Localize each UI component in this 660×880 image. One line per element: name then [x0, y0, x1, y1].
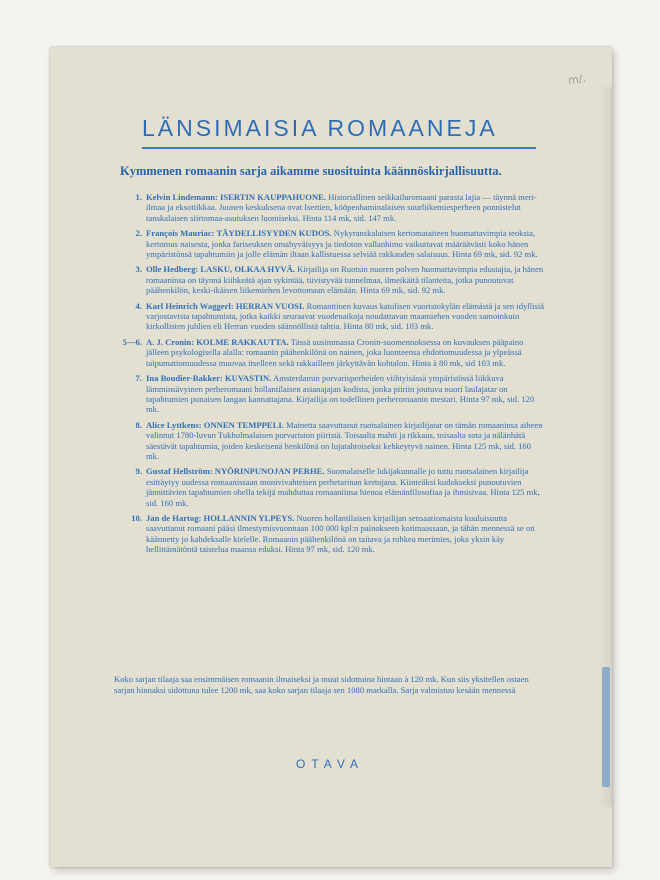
item-description: Nuoren hollantilaisen kirjailijan sensaatiomaista kuuluisuutta saavuttanut romaani pääsi ilmestymisvuonnaan 100 000 kpl:n painokseen kotimaassaan, ja tähän mennessä se on käännetty jo kahdeksalle kielelle. Romaanin päähenkilönä on taitava ja rohkea merimies, joka yksin käy hellittämätöntä taistelua maansa eduksi. Hinta 97 mk, sid. 120 mk. — [146, 512, 535, 555]
item-number: 10. — [131, 512, 142, 523]
list-item — [114, 513, 546, 555]
publisher-name: OTAVA — [295, 757, 364, 771]
list-item — [114, 420, 546, 462]
list-item — [114, 373, 546, 415]
item-heading: François Mauriac: TÄYDELLISYYDEN KUDOS. — [146, 228, 332, 239]
item-description: Mainetta saavuttanut ruotsalainen kirjailijatar on tämän romaaninsa aiheen valinnut 1780-luvun Tukholmalaisen porvariston piiristä. Toisaalta mahti ja rikkaus, toisaalta sota ja nälänhätä säestävät tapahtumia, joiden keskeisenä henkilönä on lujatahtoiseksi kehkeytyvä nainen. Hinta 125 mk, sid. 160 mk. — [146, 419, 543, 461]
list-item — [114, 192, 546, 223]
item-heading: Jan de Hartog: HOLLANNIN YLPEYS. — [146, 512, 295, 523]
item-heading: Olle Hedberg: LASKU, OLKAA HYVÄ. — [146, 264, 295, 275]
item-number: 1. — [135, 192, 142, 202]
book-list — [114, 192, 546, 560]
item-number: 5—6. — [122, 336, 142, 347]
item-heading: Karl Heinrich Waggerl: HERRAN VUOSI. — [146, 300, 305, 311]
item-description: Kirjailija on Ruotsin nuoren polven huomattavimpia edustajia, ja hänen romaaninsa on täynnä kiihkeätä ajan sykintää, tiivistyvää tunnelmaa, ilmeikäitä tilanteita, jotka punoutuvat päähenkilön, keski-ikäisen liikemiehen levottomaan elämään. Hinta 69 mk, sid. 92 mk. — [146, 264, 544, 296]
item-number: 3. — [135, 264, 142, 275]
item-number: 7. — [135, 373, 142, 384]
subscription-note: Koko sarjan tilaaja saa ensimmäisen romaanin ilmaiseksi ja muut sidottuina hintaan à 120 mk. Kun siis yksitellen ostaen sarjan hinnaksi sidottuna tulee 1200 mk, saa koko sarjan tilaaja sen 1080 markalla. Sarja valmistuu kesään mennessä — [114, 674, 529, 695]
list-item — [114, 228, 546, 259]
item-number: 4. — [135, 300, 142, 311]
item-heading: Kelvin Lindemann: ISERTIN KAUPPAHUONE. — [146, 192, 327, 202]
pencil-mark: m/. — [567, 71, 587, 88]
item-number: 8. — [135, 419, 142, 430]
title-underline — [142, 147, 536, 149]
item-number: 2. — [135, 228, 142, 239]
book-back-cover — [50, 47, 612, 867]
item-heading: Gustaf Hellström: NYÖRINPUNOJAN PERHE. — [146, 466, 325, 477]
series-title: LÄNSIMAISIA ROMAANEJA — [142, 115, 498, 141]
series-subtitle: Kymmenen romaanin sarja aikamme suosituinta käännöskirjallisuutta. — [120, 164, 502, 178]
item-heading: Alice Lyttkens: ONNEN TEMPPELI. — [146, 419, 284, 430]
item-description: Nykyranskalaisen kertomataiteen huomattavimpia teoksia, kertomus naisesta, jonka fariseuksen omahyväisyys ja tiedoton vallanhimo vaikuttavat määräävästi koko hänen ympäristönsä tapahtumiin ja jolle elämän iltaan kallistuessa selviää rakkauden salaisuus. Hinta 69 mk, sid. 92 mk. — [146, 228, 538, 260]
item-description: Tässä uusimmassa Cronin-suomennoksessa on kuvauksen pääpaino jälleen psykologisella alalla: romaanin päähenkilönä on nainen, joka luonteensa ehdottomuudessa ja ylpeässä taipumattomuudessa muovaa itselleen sekä rakkailleen järkyttävän kohtalon. Hinta à 80 mk, sid 103 mk. — [146, 336, 524, 368]
list-item — [114, 264, 546, 295]
list-item — [114, 337, 546, 368]
item-description: Romanttinen kuvaus katolisen vuoristokylän elämästä ja sen idyllisiä varjostavista tapahtumista, jotka kaikki seuraavat vuodenaikoja noudattavan maamiehen vuoden samoinkuin kirkollisten juhlien eli Herran vuoden säännöllistä tahtia. Hinta 80 mk, sid. 103 mk. — [146, 300, 545, 332]
list-item — [114, 466, 546, 508]
item-number: 9. — [135, 466, 142, 477]
item-description: Amsterdamin porvarisperheiden viihtyisässä ympäristössä liikkuva lämminsävyinen perheromaani hollantilaisen asianajajan kodista, jonka piiriin joutuva nuori laulajatar on tapahtumien punaisen langan kannattajana. Kirjailija on todellinen perheromaanin mestari. Hinta 97 mk, sid. 120 mk. — [146, 373, 535, 415]
item-heading: A. J. Cronin: KOLME RAKKAUTTA. — [146, 336, 289, 347]
item-heading: Ina Boudier-Bakker: KUVASTIN. — [146, 373, 272, 384]
item-description: Historiallinen seikkailuromaani parasta lajia — täynnä meri-ilmaa ja eksotiikkaa. Juonen keskuksena ovat Isertien, kööpenhaminalaisen suurliikemiesperheen ponnistelut tanskalaisen siirtomaa-asutuksen luomiseksi. Hinta 114 mk, sid. 147 mk. — [146, 192, 537, 223]
list-item — [114, 301, 546, 332]
item-description: Suomalaiselle lukijakunnalle jo tuttu ruotsalainen kirjailija esittäytyy uudessa romaanissaan monivivahteisen perhetarinan kertojana. Kiinteäksi kudokseksi punoutuvien jännittävien tapahtumien ohella tekijä mahduttaa romaaniinsa hienoa elämänfilosofiaa ja ihmisivaa. Hinta 125 mk, sid. 160 mk. — [146, 466, 540, 508]
